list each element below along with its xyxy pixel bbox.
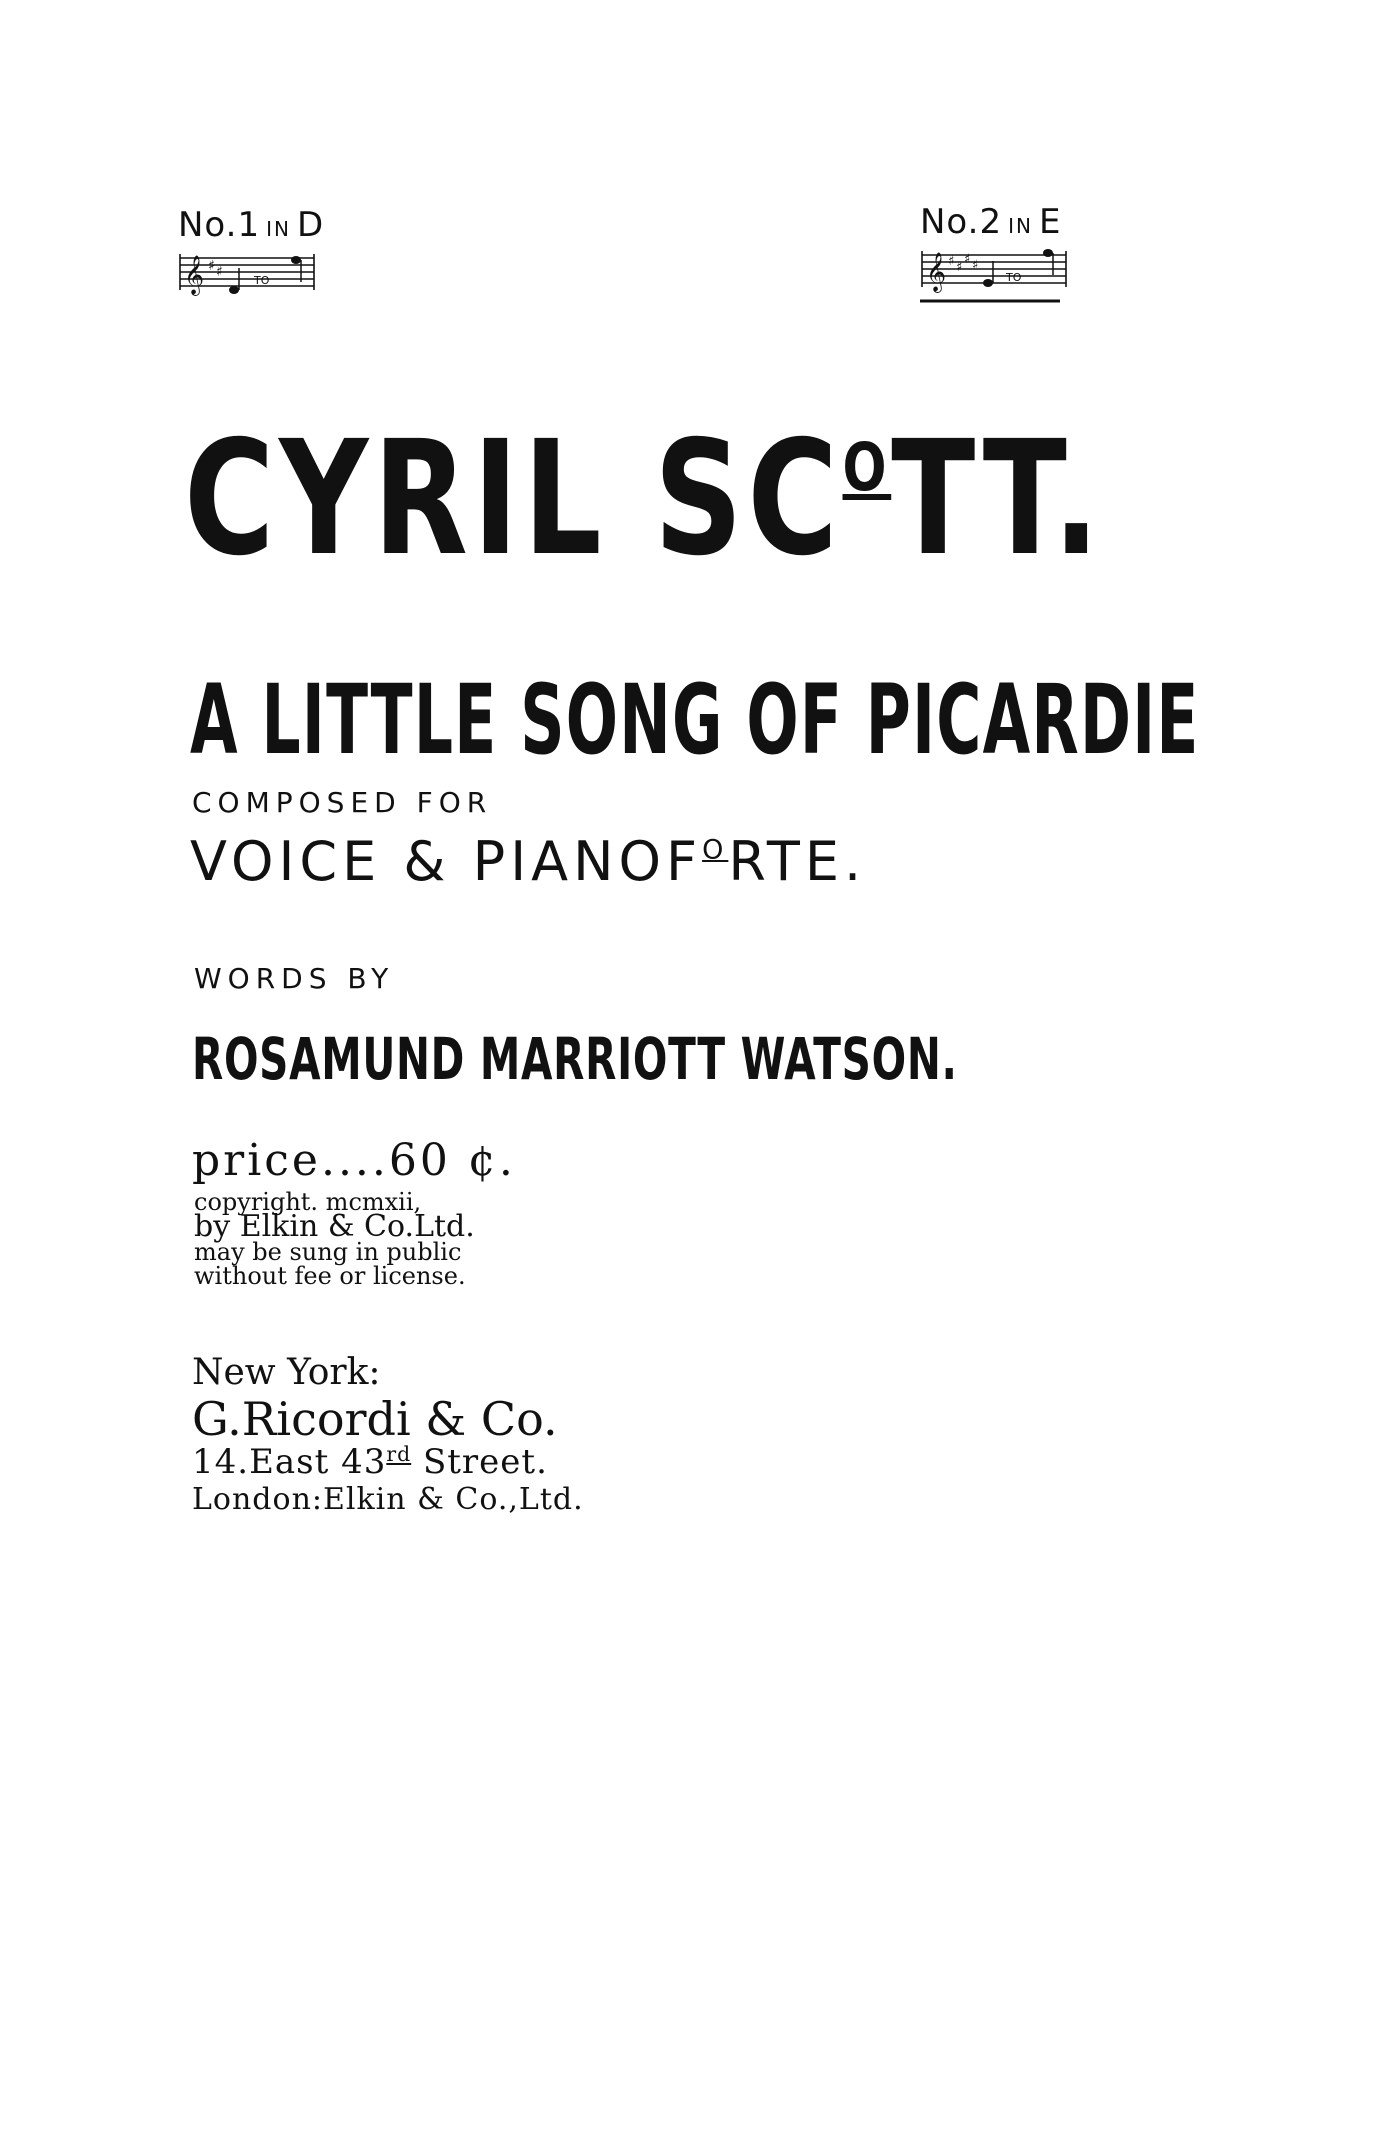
key-in: IN <box>1008 214 1033 238</box>
to-text: TO <box>254 274 270 287</box>
london-publisher: London:Elkin & Co.,Ltd. <box>192 1482 584 1517</box>
key-label-no1 <box>178 205 324 245</box>
performance-note-2: without fee or license. <box>194 1262 466 1290</box>
svg-text:♯: ♯ <box>964 252 971 267</box>
voice-pianoforte: VOICE & $PIANOF^ORTE$. <box>190 830 867 893</box>
range-staff-e <box>920 245 1070 305</box>
composed-for-label: COMPOSED FOR <box>192 786 493 819</box>
key-letter: E <box>1038 202 1062 242</box>
svg-text:♯: ♯ <box>208 258 215 274</box>
range-staff-d <box>178 248 318 298</box>
copyright-line: copyright. mcmxii, <box>194 1188 422 1216</box>
performance-note: may be sung in public <box>194 1238 462 1266</box>
price-line: price....60 ¢. <box>192 1135 516 1186</box>
key-in: IN <box>266 217 291 241</box>
treble-clef-icon: 𝄞 <box>184 255 205 295</box>
lyricist-name: ROSAMUND MARRIOTT WATSON. <box>192 1025 958 1093</box>
svg-text:♯: ♯ <box>972 258 979 273</box>
svg-text:♯: ♯ <box>216 264 223 280</box>
svg-text:♯: ♯ <box>956 260 963 275</box>
publisher-city: New York: <box>192 1352 381 1393</box>
composer-name: CYRIL $SC^OTT$. <box>184 407 1105 591</box>
key-label-no2 <box>920 202 1061 242</box>
publisher-name: G.Ricordi & Co. <box>192 1392 558 1446</box>
song-title: A LITTLE SONG OF PICARDIE <box>190 664 1200 776</box>
key-number: No.2 <box>920 202 1003 242</box>
to-text: TO <box>1006 271 1022 284</box>
publisher-address: 14.East 43rd Street. <box>192 1442 548 1483</box>
copyright-holder: by Elkin & Co.Ltd. <box>194 1209 475 1244</box>
treble-clef-icon: 𝄞 <box>926 252 947 292</box>
key-number: No.1 <box>178 205 261 245</box>
svg-text:♯: ♯ <box>948 254 955 269</box>
words-by-label: WORDS BY <box>194 962 395 995</box>
key-letter: D <box>296 205 325 245</box>
